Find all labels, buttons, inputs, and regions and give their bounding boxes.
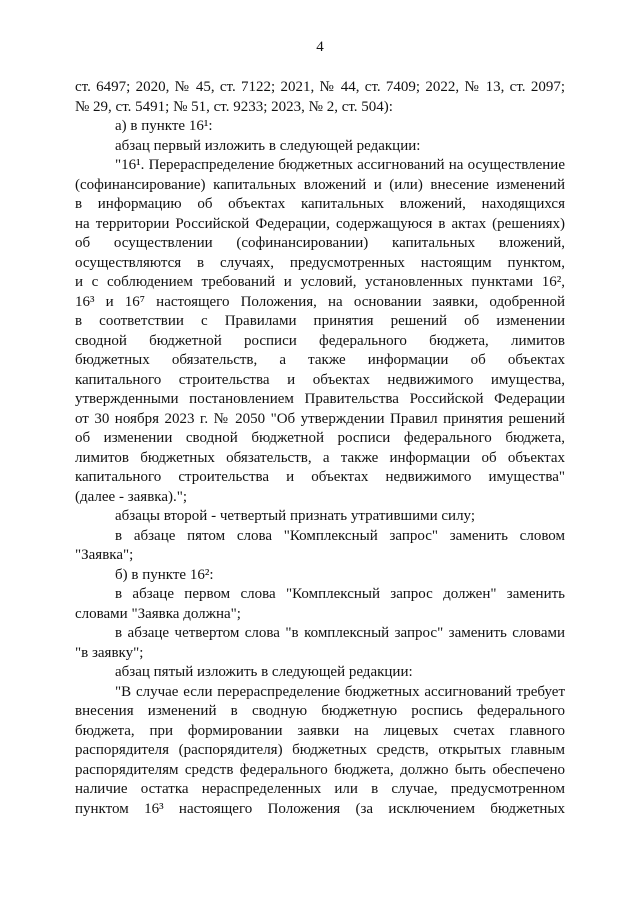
text-line: абзацы второй - четвертый признать утратившими силу; bbox=[115, 508, 476, 524]
text-line: осуществляются в случаях, предусмотренных настоящим пунктом, bbox=[75, 254, 565, 271]
text-line: лимитов бюджетных обязательств, а также информации об объектах bbox=[75, 449, 565, 466]
text-line: в абзаце первом слова "Комплексный запрос должен" заменить bbox=[115, 586, 565, 602]
text-line: в абзаце пятом слова "Комплексный запрос" заменить словом bbox=[115, 527, 565, 544]
text-line: распорядителя (распорядителя) бюджетных средств, открытых главным bbox=[75, 742, 565, 758]
text-line: абзац первый изложить в следующей редакции: bbox=[115, 137, 421, 154]
text-line: и с соблюдением требований и условий, установленных пунктами 16², bbox=[75, 274, 565, 290]
page-number: 4 bbox=[316, 39, 324, 55]
text-line: бюджета, при формировании заявки на лицевых счетах главного bbox=[75, 722, 565, 739]
text-line: капитального строительства и объектах недвижимого имущества" bbox=[75, 469, 565, 485]
text-line: в информацию об объектах капитальных вложений, находящихся bbox=[75, 196, 565, 212]
text-line: наличие остатка нераспределенных или в случае, предусмотренном bbox=[75, 781, 565, 797]
text-line: ст. 6497; 2020, № 45, ст. 7122; 2021, № 44, ст. 7409; 2022, № 13, ст. 2097; bbox=[75, 79, 565, 95]
text-line: (далее - заявка)."; bbox=[75, 488, 188, 505]
text-line: пунктом 16³ настоящего Положения (за исключением бюджетных bbox=[75, 800, 565, 817]
text-line: в абзаце четвертом слова "в комплексный запрос" заменить словами bbox=[115, 625, 565, 641]
text-line: внесения изменений в сводную бюджетную роспись федерального bbox=[75, 703, 565, 719]
text-line: словами "Заявка должна"; bbox=[75, 605, 241, 622]
text-line: на территории Российской Федерации, содержащуюся в актах (решениях) bbox=[75, 215, 565, 232]
text-line: от 30 ноября 2023 г. № 2050 "Об утверждении Правил принятия решений bbox=[75, 410, 565, 427]
text-line: б) в пункте 16²: bbox=[115, 566, 214, 583]
text-line: а) в пункте 16¹: bbox=[115, 118, 213, 134]
text-line: "Заявка"; bbox=[75, 547, 134, 563]
text-line: "16¹. Перераспределение бюджетных ассигнований на осуществление bbox=[115, 157, 565, 173]
document-text bbox=[75, 78, 565, 819]
text-line: капитального строительства и объектах недвижимого имущества, bbox=[75, 371, 565, 388]
text-line: распорядителям средств федерального бюджета, должно быть обеспечено bbox=[75, 761, 565, 778]
text-line: бюджетных обязательств, а также информации об объектах bbox=[75, 352, 565, 368]
text-line: "в заявку"; bbox=[75, 644, 144, 661]
text-line: утвержденными постановлением Правительства Российской Федерации bbox=[75, 391, 565, 407]
text-line: (софинансирование) капитальных вложений и (или) внесение изменений bbox=[75, 176, 565, 193]
text-line: в соответствии с Правилами принятия решений об изменении bbox=[75, 313, 565, 329]
text-line: об осуществлении (софинансировании) капитальных вложений, bbox=[75, 235, 565, 251]
text-line: сводной бюджетной росписи федерального бюджета, лимитов bbox=[75, 332, 565, 349]
text-line: об изменении сводной бюджетной росписи федерального бюджета, bbox=[75, 430, 565, 446]
text-line: "В случае если перераспределение бюджетных ассигнований требует bbox=[115, 683, 565, 700]
text-line: 16³ и 16⁷ настоящего Положения, на основании заявки, одобренной bbox=[75, 293, 565, 310]
text-line: абзац пятый изложить в следующей редакции: bbox=[115, 664, 413, 680]
text-line: № 29, ст. 5491; № 51, ст. 9233; 2023, № 2, ст. 504): bbox=[75, 98, 393, 115]
